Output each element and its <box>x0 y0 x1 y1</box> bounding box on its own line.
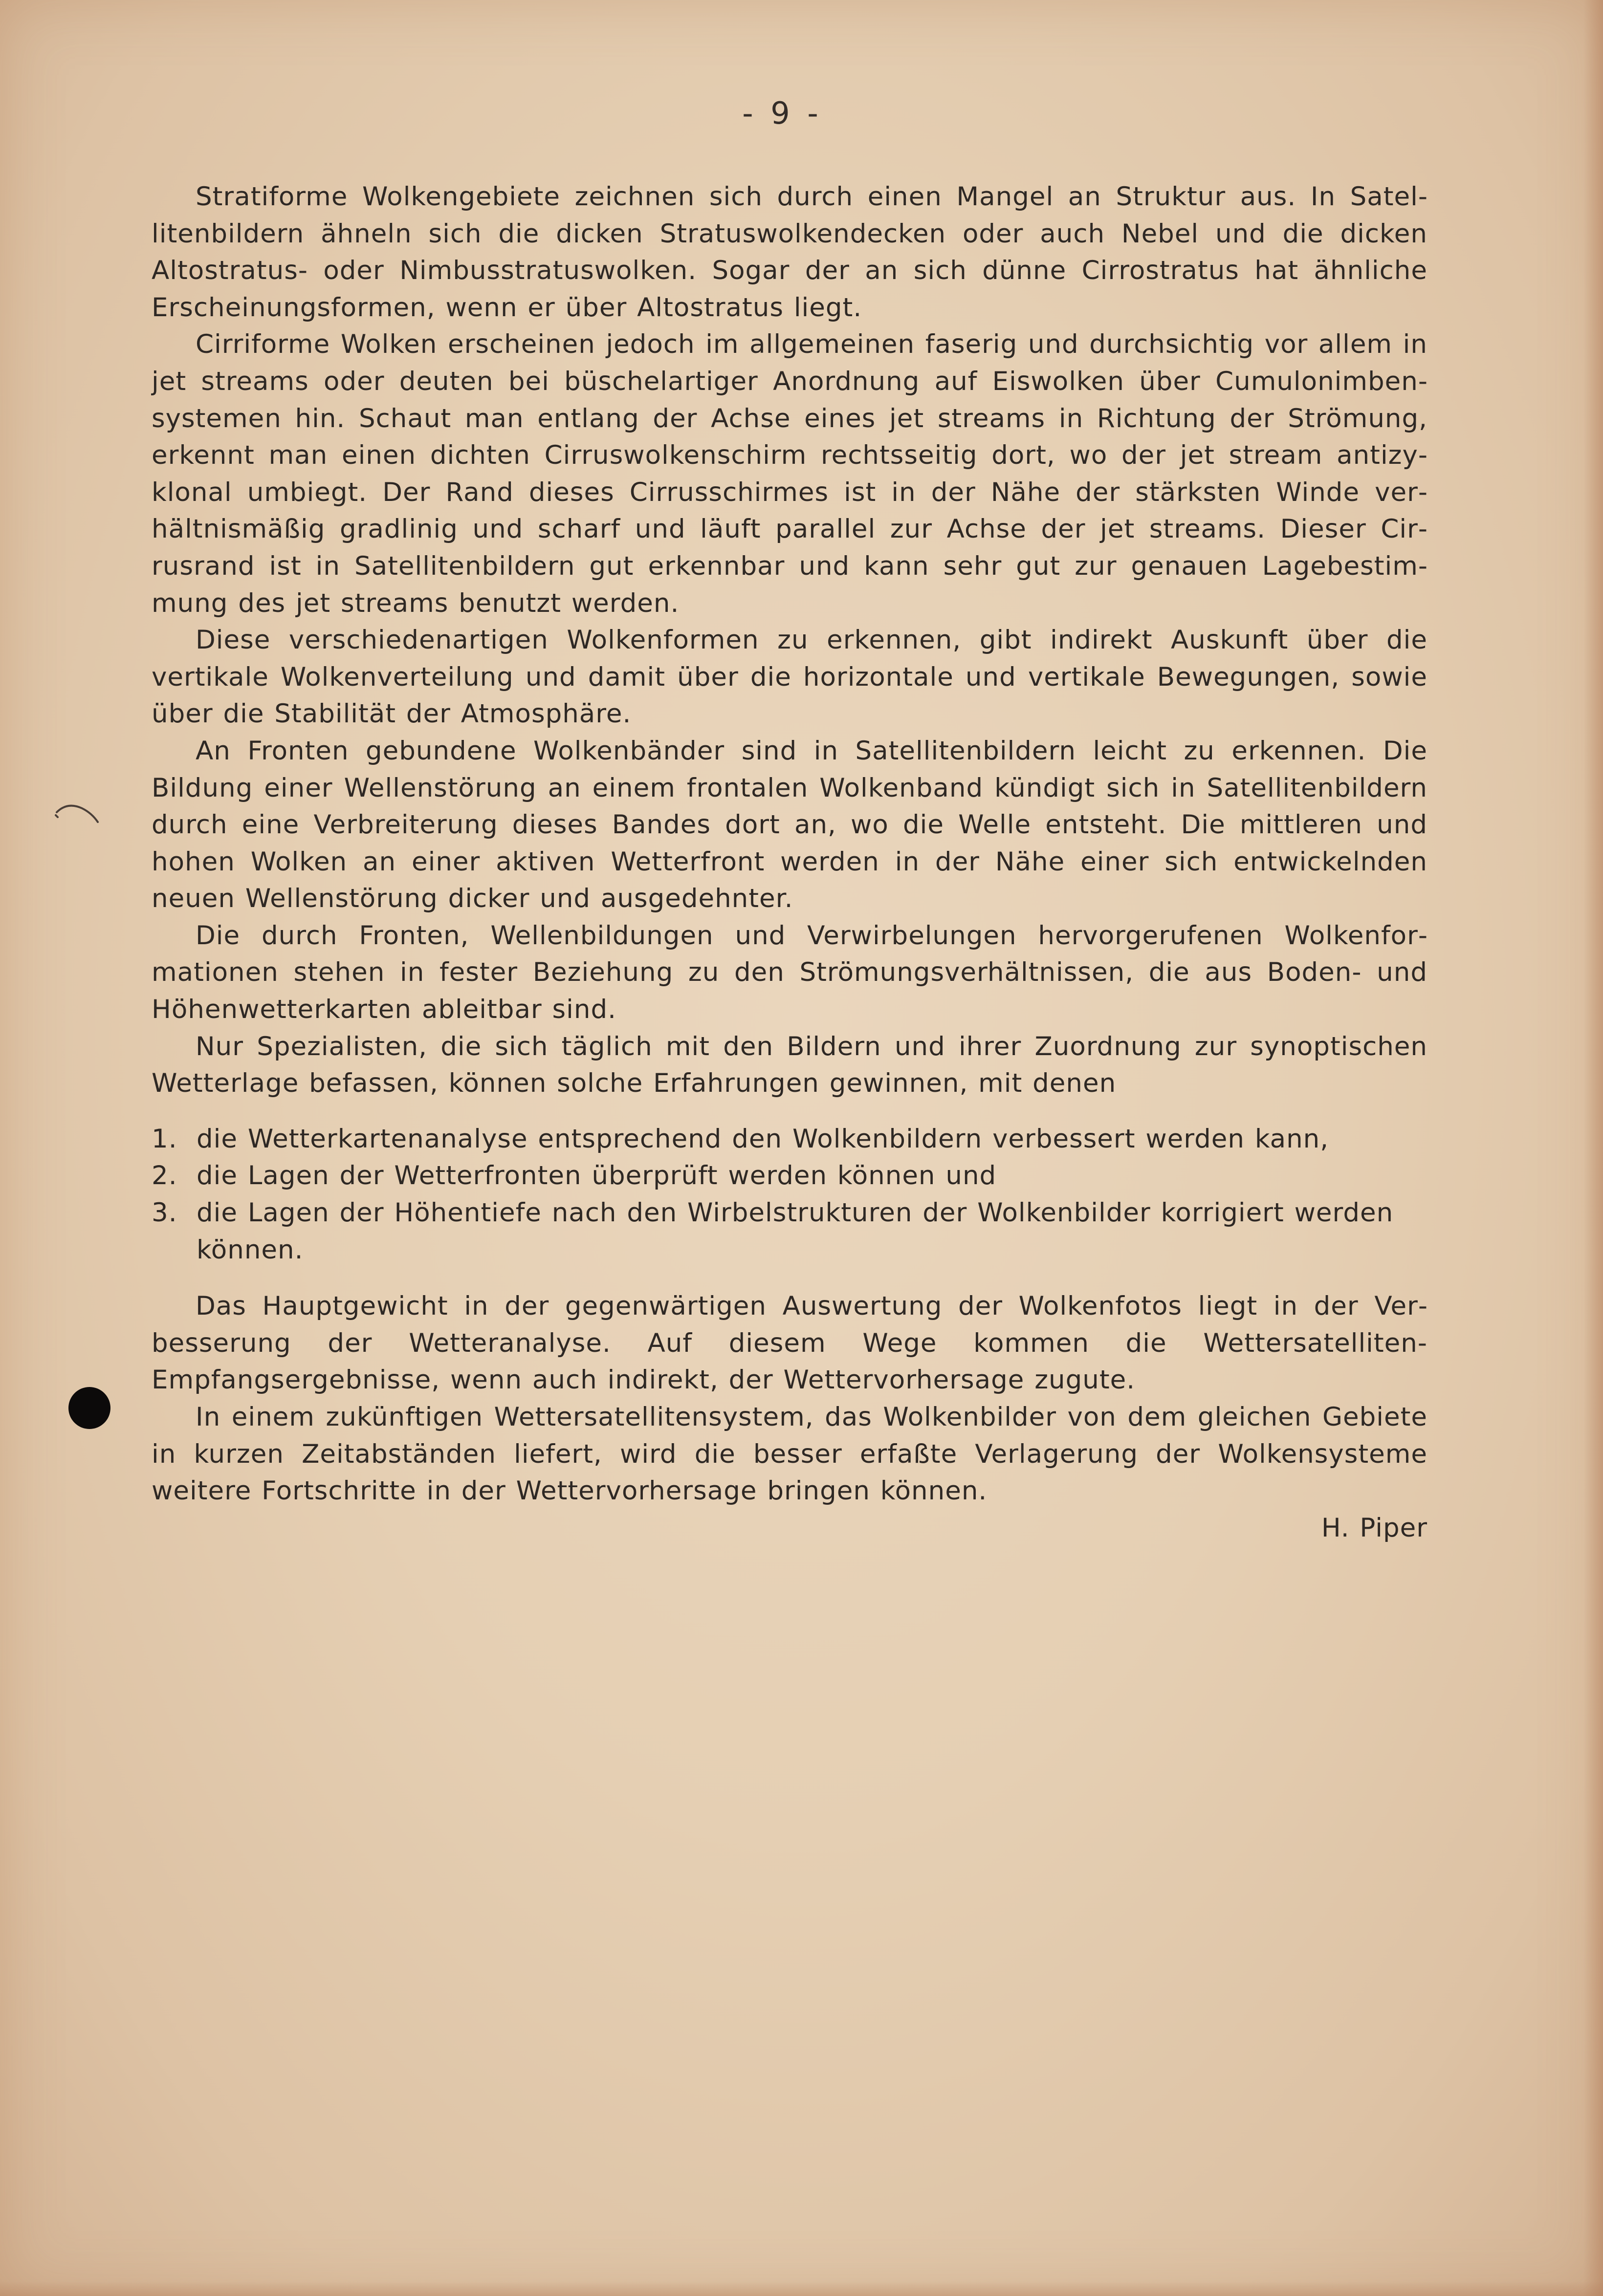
spacer <box>152 1268 1427 1288</box>
paragraph: Diese verschiedenartigen Wolkenformen zu erkennen, gibt indirekt Auskunft über die vertikale Wolkenverteilung und damit über die horizontale und vertikale Bewegungen, sowie über die Stabilität der Atmosphäre. <box>152 625 1427 729</box>
list-number: 2. <box>152 1161 177 1191</box>
paragraph: An Fronten gebundene Wolkenbänder sind in Satellitenbildern leicht zu erkennen. Die Bildung einer Wellenstörung an einem frontalen Wolkenband kündigt sich in Satellitenbildern durch eine Verbreiterung dieses Bandes dort an, wo die Welle entsteht. Die mittleren und hohen Wolken an einer aktiven Wetterfront werden in der Nähe einer sich entwickelnden neuen Wellenstörung dicker und ausgedehnter. <box>152 736 1427 914</box>
list-item-text: die Lagen der Höhentiefe nach den Wirbelstrukturen der Wolkenbilder korrigiert werden können. <box>197 1198 1394 1265</box>
page-number: - 9 - <box>742 95 822 131</box>
paragraph: Cirriforme Wolken erscheinen jedoch im allgemeinen faserig und durchsichtig vor allem in jet streams oder deuten bei büschelartiger Anordnung auf Eiswolken über Cumulonimbensystemen hin. Schaut man entlang der Achse eines jet streams in Richtung der Strömung, erkennt man einen dichten Cirruswolkenschirm rechtsseitig dort, wo der jet stream antizyklonal umbiegt. Der Rand dieses Cirrusschirmes ist in der Nähe der stärksten Winde verhältnismäßig gradlinig und scharf und läuft parallel zur Achse der jet streams. Dieser Cirrusrand ist in Satellitenbildern gut erkennbar und kann sehr gut zur genauen Lagebestimmung des jet streams benutzt werden. <box>152 329 1427 618</box>
paragraph: Stratiforme Wolkengebiete zeichnen sich durch einen Mangel an Struktur aus. In Satellitenbildern ähneln sich die dicken Stratuswolkendecken oder auch Nebel und die dicken Altostratus- oder Nimbusstratuswolken. Sogar der an sich dünne Cirrostratus hat ähnliche Erscheinungsformen, wenn er über Altostratus liegt. <box>152 182 1427 323</box>
page-bottom-shadow <box>0 2281 1603 2296</box>
paragraph: Nur Spezialisten, die sich täglich mit den Bildern und ihrer Zuordnung zur synoptischen Wetterlage befassen, können solche Erfahrungen gewinnen, mit denen <box>152 1031 1427 1099</box>
author-signature: H. Piper <box>1321 1513 1427 1543</box>
page-edge-shadow <box>1583 0 1603 2296</box>
list-item <box>152 1157 1427 1194</box>
punch-hole <box>68 1387 110 1429</box>
list-item-text: die Lagen der Wetterfronten überprüft werden können und <box>197 1161 997 1191</box>
list-item <box>152 1194 1427 1268</box>
list-number: 3. <box>152 1198 177 1228</box>
paragraph: In einem zukünftigen Wettersatellitensystem, das Wolkenbilder von dem gleichen Gebiete in kurzen Zeitabständen liefert, wird die besser erfaßte Verlagerung der Wolkensysteme weitere Fortschritte in der Wettervorhersage bringen können. <box>152 1402 1427 1506</box>
list-item <box>152 1121 1427 1158</box>
paragraph: Die durch Fronten, Wellenbildungen und Verwirbelungen hervorgerufenen Wolkenformationen stehen in fester Beziehung zu den Strömungsverhältnissen, die aus Boden- und Höhenwetterkarten ableitbar sind. <box>152 920 1427 1025</box>
list-item-text: die Wetterkartenanalyse entsprechend den Wolkenbildern verbessert werden kann, <box>197 1124 1329 1154</box>
numbered-list <box>152 1121 1427 1268</box>
list-number: 1. <box>152 1124 177 1154</box>
pencil-mark-icon <box>53 798 107 832</box>
paragraph: Das Hauptgewicht in der gegenwärtigen Auswertung der Wolkenfotos liegt in der Verbesserung der Wetteranalyse. Auf diesem Wege kommen die Wettersatelliten-Empfangsergebnisse, wenn auch indirekt, der Wettervorhersage zugute. <box>152 1291 1427 1395</box>
body-text <box>152 178 1427 1546</box>
